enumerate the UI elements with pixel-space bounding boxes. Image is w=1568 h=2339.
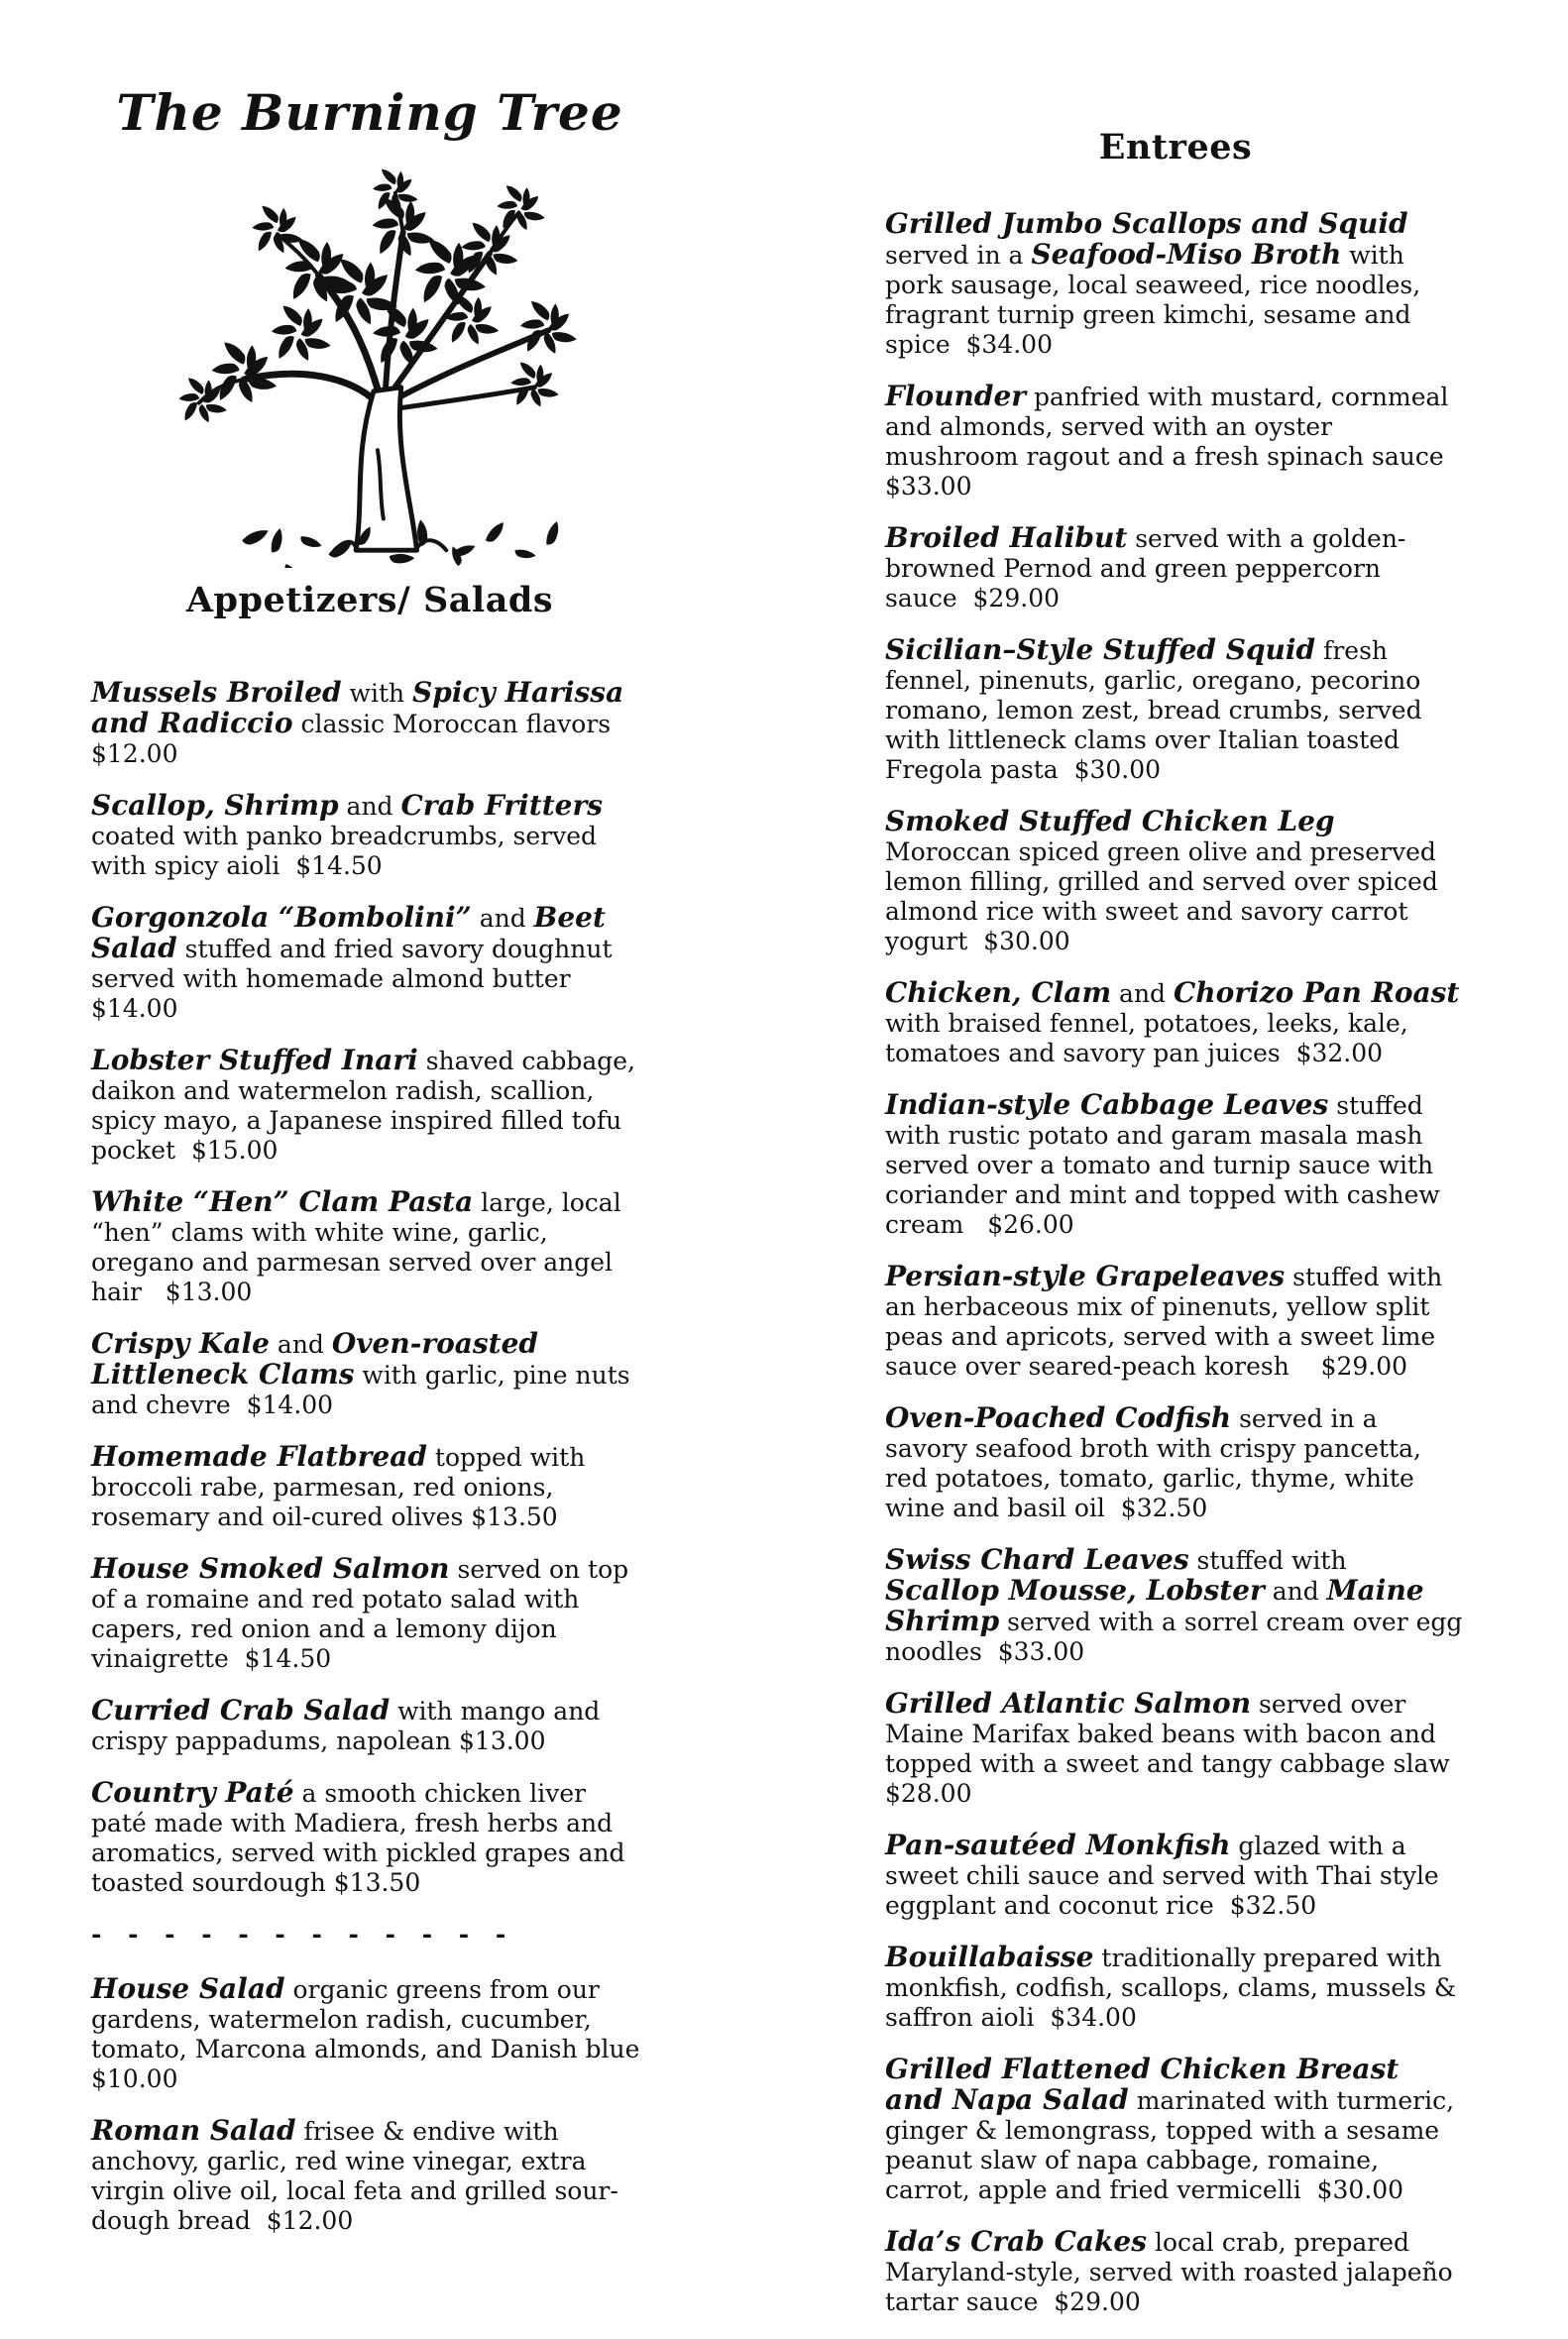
dish-name: White “Hen” Clam Pasta (91, 1185, 474, 1218)
dish-name: Grilled Jumbo Scallops and Squid (885, 207, 1408, 240)
dish-description: Moroccan spiced green olive and preserved lemon filling, grilled and served over spiced almond rice with sweet and savory carrot yogurt $30.00 (885, 837, 1438, 955)
dish-name: Maine Shrimp (885, 1574, 1424, 1637)
salads-list (91, 1974, 648, 2236)
dish-name: Country Paté (91, 1776, 294, 1809)
menu-item (885, 1545, 1466, 1667)
dish-description: local crab, prepared Maryland-style, served with roasted jalapeño tartar sauce $29.00 (885, 2228, 1453, 2316)
dish-name: Curried Crab Salad (91, 1694, 391, 1726)
dish-description: and (269, 1330, 332, 1359)
dish-name: Crispy Kale (91, 1327, 270, 1360)
menu-item (91, 1974, 648, 2094)
menu-item (91, 2116, 648, 2236)
dish-name: Gorgonzola “Bombolini” (91, 901, 472, 934)
dish-name: Pan-sautéed Monkfish (885, 1829, 1231, 1861)
dish-description: frisee & endive with anchovy, garlic, red wine vinegar, extra virgin olive oil, local feta and grilled sour-dough bread $12.00 (91, 2117, 618, 2235)
dish-description: served with a golden-browned Pernod and green peppercorn sauce $29.00 (885, 524, 1406, 613)
dish-name: Spicy Harissa and Radiccio (91, 676, 624, 739)
dish-description: and (1111, 979, 1174, 1008)
dish-name: Bouillabaisse (885, 1941, 1094, 1973)
dish-description: served in a (885, 241, 1032, 270)
dish-name: House Salad (91, 1972, 285, 2005)
dish-description: coated with panko breadcrumbs, served with spicy aioli $14.50 (91, 822, 598, 880)
dish-name: Persian-style Grapeleaves (885, 1260, 1286, 1292)
dish-description: classic Moroccan flavors $12.00 (91, 710, 619, 768)
menu-item (885, 523, 1466, 613)
dish-description: marinated with turmeric, ginger & lemongrass, topped with a sesame peanut slaw of napa cabbage, romaine, carrot, apple and fried vermicelli $30.00 (885, 2086, 1455, 2204)
menu-item (885, 807, 1466, 956)
dish-description: served over Maine Marifax baked beans with bacon and topped with a sweet and tangy cabbage slaw $28.00 (885, 1690, 1458, 1808)
menu-item (91, 1046, 648, 1166)
menu-item (91, 1696, 648, 1756)
dish-description: with braised fennel, potatoes, leeks, kale, tomatoes and savory pan juices $32.00 (885, 1009, 1408, 1067)
dish-description: large, local “hen” clams with white wine, garlic, oregano and parmesan served over angel hair $13.00 (91, 1188, 621, 1306)
menu-item (885, 2227, 1466, 2317)
menu-item (885, 1262, 1466, 1382)
dish-name: Mussels Broiled (91, 676, 342, 709)
dish-name: Chicken, Clam (885, 976, 1112, 1009)
appetizers-heading: Appetizers/ Salads (185, 580, 554, 620)
dish-description: glazed with a sweet chili sauce and served with Thai style eggplant and coconut rice $32.50 (885, 1832, 1439, 1920)
dish-description: topped with broccoli rabe, parmesan, red onions, rosemary and oil-cured olives $13.50 (91, 1443, 586, 1531)
menu-item (885, 635, 1466, 785)
dish-name: Roman Salad (91, 2114, 296, 2147)
dish-description: served with a sorrel cream over egg noodles $33.00 (885, 1608, 1463, 1666)
appetizers-column (91, 83, 648, 2258)
burning-tree-illustration (149, 156, 591, 568)
dish-description: and (471, 904, 534, 933)
dish-description: with garlic, pine nuts and chevre $14.00 (91, 1361, 630, 1419)
appetizers-list (91, 678, 648, 1898)
dish-name: Indian-style Cabbage Leaves (885, 1088, 1329, 1121)
dish-name: Broiled Halibut (885, 521, 1128, 554)
dish-name: Lobster Stuffed Inari (91, 1044, 418, 1076)
section-separator: - - - - - - - - - - - - (91, 1920, 515, 1949)
dish-description: stuffed with (1188, 1546, 1347, 1575)
menu-item (885, 1403, 1466, 1523)
dish-description: with mango and crispy pappadums, napolean $13.00 (91, 1697, 601, 1755)
menu-item (885, 2055, 1466, 2205)
menu-item (885, 209, 1466, 360)
dish-name: House Smoked Salmon (91, 1552, 450, 1585)
dish-description: shaved cabbage, daikon and watermelon radish, scallion, spicy mayo, a Japanese inspired filled tofu pocket $15.00 (91, 1047, 635, 1165)
menu-item (885, 1943, 1466, 2033)
menu-item (91, 1554, 648, 1674)
dish-description: stuffed with an herbaceous mix of pinenuts, yellow split peas and apricots, served with a sweet lime sauce over seared-peach koresh $29.00 (885, 1263, 1443, 1381)
menu-item (91, 791, 648, 881)
dish-description: traditionally prepared with monkfish, codfish, scallops, clams, mussels & saffron aioli $34.00 (885, 1944, 1457, 2032)
dish-description: served in a savory seafood broth with crispy pancetta, red potatoes, tomato, garlic, thyme, white wine and basil oil $32.50 (885, 1404, 1421, 1522)
dish-name: Scallop, Shrimp (91, 789, 339, 822)
restaurant-title: The Burning Tree (116, 83, 623, 142)
entrees-heading: Entrees (1098, 127, 1253, 167)
dish-description: organic greens from our gardens, watermelon radish, cucumber, tomato, Marcona almonds, and Danish blue $10.00 (91, 1975, 648, 2093)
dish-description: and (338, 792, 401, 821)
dish-name: Scallop Mousse, Lobster (885, 1574, 1265, 1607)
dish-name: Swiss Chard Leaves (885, 1543, 1189, 1576)
dish-description: stuffed and fried savory doughnut served with homemade almond butter $14.00 (91, 935, 613, 1023)
entrees-list (885, 209, 1466, 2317)
menu-item (91, 1442, 648, 1532)
menu-item (91, 1187, 648, 1307)
menu-item (885, 1090, 1466, 1240)
dish-name: Grilled Atlantic Salmon (885, 1687, 1252, 1720)
menu-item (885, 1689, 1466, 1809)
menu-item (91, 1778, 648, 1898)
dish-name: Flounder (885, 380, 1027, 412)
menu-item (91, 1329, 648, 1420)
menu-item (91, 903, 648, 1024)
dish-name: Beet Salad (91, 901, 606, 964)
dish-description: with pork sausage, local seaweed, rice noodles, fragrant turnip green kimchi, sesame and spice $34.00 (885, 241, 1421, 359)
dish-description: a smooth chicken liver paté made with Madiera, fresh herbs and aromatics, served with pickled grapes and toasted sourdough $13.50 (91, 1779, 625, 1897)
dish-name: Crab Fritters (400, 789, 603, 822)
dish-name: Chorizo Pan Roast (1174, 976, 1460, 1009)
dish-description: fresh fennel, pinenuts, garlic, oregano, pecorino romano, lemon zest, bread crumbs, served with littleneck clams over Italian toasted Fregola pasta $30.00 (885, 636, 1422, 784)
dish-description: stuffed with rustic potato and garam masala mash served over a tomato and turnip sauce with coriander and mint and topped with cashew cream $26.00 (885, 1091, 1440, 1239)
menu-item (885, 978, 1466, 1068)
dish-description: panfried with mustard, cornmeal and almonds, served with an oyster mushroom ragout and a fresh spinach sauce $33.00 (885, 383, 1452, 501)
entrees-column (885, 127, 1466, 2339)
dish-name: Smoked Stuffed Chicken Leg (885, 805, 1335, 837)
menu-item (91, 678, 648, 769)
menu-item (885, 1831, 1466, 1921)
dish-name: Sicilian–Style Stuffed Squid (885, 633, 1316, 666)
dish-name: Oven-roasted Littleneck Clams (91, 1327, 538, 1391)
dish-name: Ida’s Crab Cakes (885, 2225, 1147, 2258)
dish-name: Grilled Flattened Chicken Breast and Napa Salad (885, 2053, 1400, 2116)
dish-name: Oven-Poached Codfish (885, 1401, 1232, 1434)
dish-description: served on top of a romaine and red potato salad with capers, red onion and a lemony dijon vinaigrette $14.50 (91, 1555, 629, 1673)
dish-name: Homemade Flatbread (91, 1440, 427, 1473)
dish-description: with (341, 679, 413, 708)
menu-item (885, 382, 1466, 501)
dish-description: and (1264, 1577, 1327, 1606)
dish-name: Seafood-Miso Broth (1031, 238, 1342, 271)
